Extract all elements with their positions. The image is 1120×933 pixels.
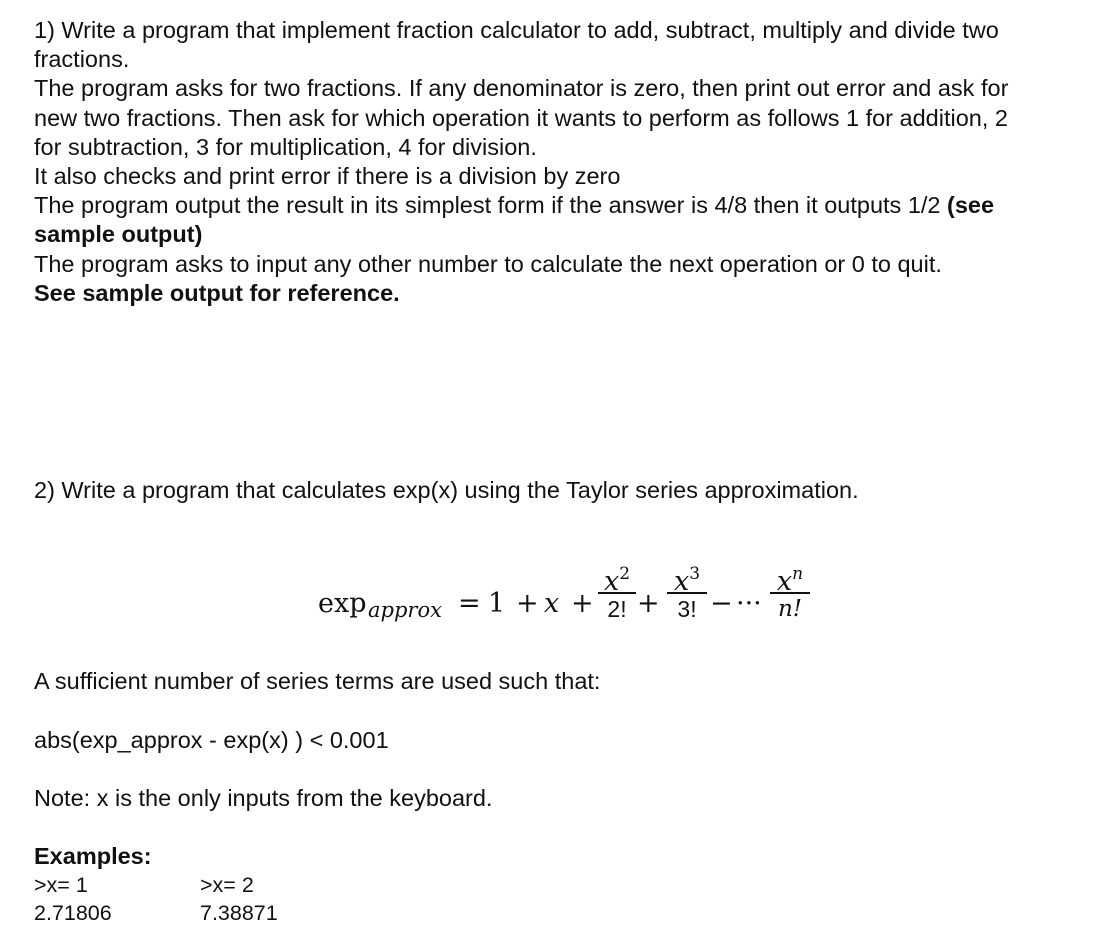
formula-plus-2: + bbox=[571, 588, 594, 619]
q1-output-text: The program output the result in its simplest form if the answer is 4/8 then it outputs 1/2 bbox=[34, 192, 948, 219]
question-2-title: 2) Write a program that calculates exp(x) using the Taylor series approximation. bbox=[34, 477, 859, 503]
q1-line-3: The program asks for two fractions. If any denominator is zero, then print out error and ask for bbox=[34, 75, 1009, 102]
formula-plus-1: + bbox=[516, 588, 539, 619]
q1-line-6: It also checks and print error if there is a division by zero bbox=[34, 163, 621, 190]
formula-plus-3: + bbox=[637, 588, 660, 619]
example-1-output: 2.71806 bbox=[34, 901, 112, 925]
example-2 bbox=[200, 871, 278, 927]
term2-power: 2 bbox=[619, 564, 631, 584]
q1-line-5: for subtraction, 3 for multiplication, 4 for division. bbox=[34, 133, 537, 160]
term2-denominator: 2! bbox=[607, 595, 627, 622]
example-2-output: 7.38871 bbox=[200, 901, 278, 925]
q1-output-line bbox=[34, 191, 1094, 220]
sufficient-terms-text: A sufficient number of series terms are used such that: bbox=[34, 668, 601, 694]
example-1 bbox=[34, 871, 112, 927]
condition-text: abs(exp_approx - exp(x) ) < 0.001 bbox=[34, 727, 389, 753]
formula-x: x bbox=[544, 588, 560, 619]
question-1 bbox=[34, 16, 1094, 308]
example-1-input: >x= 1 bbox=[34, 873, 88, 897]
term3-power: 3 bbox=[689, 564, 701, 584]
q1-line-1: 1) Write a program that implement fraction calculator to add, subtract, multiply and divide two bbox=[34, 17, 999, 43]
termn-power: n bbox=[792, 564, 804, 584]
q1-see-bold: (see bbox=[947, 192, 995, 219]
formula-equals: = bbox=[458, 588, 481, 619]
q1-see-sample: See sample output for reference. bbox=[34, 279, 400, 306]
formula-term-3 bbox=[667, 558, 707, 623]
q1-next-operation: The program asks to input any other number to calculate the next operation or 0 to quit. bbox=[34, 250, 942, 277]
formula-dots: ··· bbox=[736, 588, 762, 619]
termn-numerator: x bbox=[776, 566, 793, 597]
examples-label: Examples: bbox=[34, 843, 152, 869]
formula-term-n bbox=[770, 558, 810, 623]
term3-numerator: x bbox=[673, 566, 690, 597]
q1-sample-output-bold: sample output) bbox=[34, 221, 203, 248]
formula-exp: exp bbox=[318, 588, 367, 619]
taylor-formula bbox=[318, 558, 818, 648]
note-text: Note: x is the only inputs from the keyboard. bbox=[34, 785, 493, 811]
q1-line-2: fractions. bbox=[34, 46, 130, 73]
term2-numerator: x bbox=[603, 566, 620, 597]
termn-denominator: n! bbox=[777, 595, 803, 622]
term3-denominator: 3! bbox=[677, 595, 697, 622]
formula-one: 1 bbox=[488, 588, 506, 619]
formula-minus: − bbox=[710, 588, 733, 619]
formula-term-2 bbox=[598, 558, 636, 623]
formula-subscript: approx bbox=[368, 598, 442, 622]
q1-line-4: new two fractions. Then ask for which operation it wants to perform as follows 1 for addition, 2 bbox=[34, 104, 1008, 131]
example-2-input: >x= 2 bbox=[200, 873, 254, 897]
